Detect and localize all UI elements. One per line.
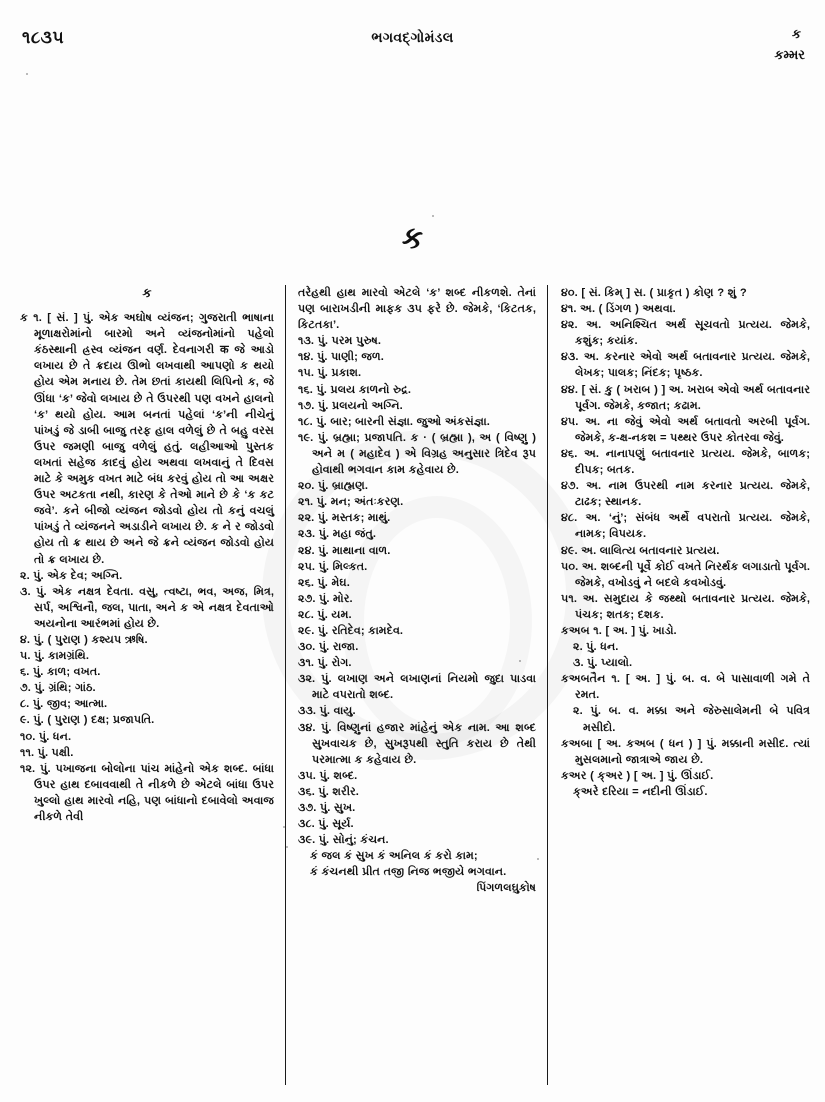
scan-speck: [432, 215, 434, 217]
sense-entry: ૨. પું. એક દેવ; અગ્નિ.: [20, 569, 123, 582]
sense-entry: ૪૩. અ. કરનાર એવો અર્થ બતાવનાર પ્રત્યય. જેમકે, લેખક; પાલક; નિંદક; પૃષ્ઠક.: [561, 351, 810, 380]
sense-entry: ૮. પું. જીવ; આત્મા.: [20, 698, 108, 711]
sense-entry: ૬. પું. કાળ; વખત.: [20, 666, 101, 679]
scan-speck: [519, 660, 521, 662]
column-3-body: [561, 285, 810, 800]
headword-entry: કઅબ ૧. [ અ. ] પું. ખાડો.: [561, 624, 677, 637]
column-1-body: [20, 310, 274, 825]
sense-entry: ૪. પું. ( પુરાણ ) કશ્યપ ઋષિ.: [20, 633, 148, 646]
column-2: [285, 285, 547, 1085]
scan-speck: [286, 846, 288, 848]
sense-entry: ૨. પું. ધન.: [573, 641, 619, 654]
verse-line: કં જલ કં સુખ કં અનિલ કં કરો કામ;: [310, 850, 478, 863]
sense-entry: ૧૭. પું. પ્રલયનો અગ્નિ.: [298, 399, 403, 412]
column-1-heading: ક: [142, 285, 152, 300]
column-1: [20, 285, 285, 1085]
sense-entry: ૧૧. પું. પક્ષી.: [20, 746, 74, 759]
headword-entry: કઅર ( ક્અર ) [ અ. ] પું. ઊંડાઈ.: [561, 769, 714, 782]
verse-line: કં કંચનથી પ્રીત તજી નિજ ભજીયે ભગવાન.: [310, 866, 507, 879]
sense-entry: ૪૭. અ. નામ ઉપરથી નામ કરનાર પ્રત્યય. જેમકે, ટાઢક; સ્થાનક.: [561, 480, 810, 509]
sense-entry: ૪૬. અ. નાનાપણું બતાવનાર પ્રત્યય. જેમકે, બાળક; દીપક; બતક.: [561, 447, 810, 477]
sense-entry: ૪૯. અ. લાલિત્ય બતાવનાર પ્રત્યય.: [561, 544, 720, 557]
headword-entry: કઅબા [ અ. કઅબ ( ધન ) ] પું. મક્કાની મસીદ. ત્યાં મુસલમાનો જાત્રાએ જાય છે.: [561, 737, 810, 766]
sense-entry: ૨૧. પું. મન; અંતઃકરણ.: [298, 496, 404, 509]
sense-entry: ૪૦. [ સં. કિમ્ ] સ. ( પ્રાકૃત ) કોણ ? શું ?: [561, 287, 747, 299]
sense-entry: ૩. પું. એક નક્ષત્ર દેવતા. વસુ, ત્વષ્ટા, ભવ, અજ, મિત્ર, સર્પ, અશ્વિનૌ, જલ, પાતા, અને ક એ નક્ષત્ર દેવતાઓ અયનોના આરંભમાં હોય છે.: [20, 585, 274, 630]
sense-entry: ૧૫. પું. પ્રકાશ.: [298, 367, 362, 380]
sense-entry: ૩૦. પું. રાજા.: [298, 641, 359, 654]
scan-speck: [283, 826, 285, 828]
sense-entry: ૩. પું. પ્યાલો.: [573, 657, 633, 670]
sense-entry: ૩૨. પું. લખાણ અને લખાણનાં નિયમો જુદા પાડવા માટે વપરાતો શબ્દ.: [298, 673, 536, 702]
sense-entry: ૨૫. પું. મિલ્કત.: [298, 560, 368, 573]
sense-entry: ૩૭. પું. સુખ.: [298, 802, 356, 814]
sense-entry: ૧૯. પું. બ્રહ્મા; પ્રજાપતિ. ક · ( બ્રહ્મા ), અ ( વિષ્ણુ ) અને મ ( મહાદેવ ) એ વિગ્રહ અનુસાર ત્રિદેવ રૂપ હોવાથી ભગવાન કામ કહેવાય છે.: [298, 431, 536, 477]
sense-entry: ૨. પું. બ. વ. મક્કા અને જેરુસાલેમની બે પવિત્ર મસીદો.: [573, 705, 810, 734]
sense-entry: ૩૬. પું. શરીર.: [298, 785, 359, 798]
sense-entry: ૪૧. અ. ( ડિંગળ ) અથવા.: [561, 303, 676, 316]
sense-entry: ૯. પું. ( પુરાણ ) દક્ષ; પ્રજાપતિ.: [20, 714, 155, 727]
sense-entry: ૨૬. પું. મેઘ.: [298, 576, 350, 589]
sense-entry: ૫. પું. કામગ્રંથિ.: [20, 650, 89, 663]
sense-entry: ૧૩. પું. પરમ પુરુષ.: [298, 335, 382, 348]
scan-speck: [26, 73, 28, 75]
book-title: ભગવદ્ગોમંડલ: [371, 29, 454, 45]
sense-entry: ૨૭. પું. મોર.: [298, 592, 353, 605]
sense-entry: ૪૪. [ સં. કુ ( ખરાબ ) ] અ. ખરાબ એવો અર્થ બતાવનાર પૂર્વગ. જેમકે, કજાત; કઢામ.: [561, 383, 810, 412]
sense-entry: ૩૩. પું. વાયુ.: [298, 705, 356, 718]
sense-entry: ૧૪. પું. પાણી; જળ.: [298, 351, 384, 364]
running-head: [0, 0, 825, 80]
running-head-letter: ક: [791, 26, 801, 41]
column-3: [547, 285, 810, 1085]
sense-entry: ૪૮. અ. ‘નું’; સંબંધ અર્થે વપરાતો પ્રત્યય. જેમકે, નામક; વિપયક.: [561, 512, 810, 541]
sense-entry: ૧૬. પું. પ્રલય કાળનો રુદ્ર.: [298, 383, 411, 396]
sense-entry: ૫૧. અ. સમુદાય કે જથ્થો બતાવનાર પ્રત્યય. જેમકે, પંચક; શતક; દશક.: [561, 592, 810, 621]
sense-entry: ૫૦. અ. શબ્દની પૂર્વે કોઈ વખતે નિરર્થક લગાડાતો પૂર્વગ. જેમકે, વખોડવું ને બદલે કવખોડવું.: [561, 560, 810, 589]
sense-entry: ૧૮. પું. બાર; બારની સંજ્ઞા. જુઓ અંકસંજ્ઞા.: [298, 415, 490, 428]
sense-entry: ૧૦. પું. ધન.: [20, 730, 72, 743]
sense-entry: ૪૫. અ. ના જેવું એવો અર્થ બતાવતો અરબી પૂર્વગ. જેમકે, ક-ક્ષ-નકશ = પથ્થર ઉપર કોતરવા જેવું.: [561, 415, 810, 444]
sense-entry: ૪૨. અ. અનિશ્ચિત અર્થ સૂચવતો પ્રત્યય. જેમકે, કશુંક; કયાંક.: [561, 319, 810, 348]
sense-entry: ૨૦. પું. બ્રાહ્મણ.: [298, 480, 368, 493]
sense-entry: ૩૧. પું. રોગ.: [298, 657, 352, 670]
sense-entry: ૧૨. પું. પખાજના બોલોના પાંચ માંહેનો એક શબ્દ. બાંધા ઉપર હાથ દબાવવાથી તે નીકળે છે એટલે બાંધા ઉપર ખુલ્લો હાથ મારવો નહિ, પણ બાંધાનો દબાવેલો અવાજ નીકળે તેવી: [20, 762, 274, 823]
sense-entry: ૨૨. પું. મસ્તક; માથું.: [298, 512, 391, 525]
sense-entry: ૩૪. પું. વિષ્ણુનાં હજાર માંહેનું એક નામ. આ શબ્દ સુખવાચક છે, સુખરૂપથી સ્તુતિ કરાય છે તેથી પરમાત્મા ક કહેવાય છે.: [298, 721, 536, 766]
sense-entry: ૨૯. પું. રતિદેવ; કામદેવ.: [298, 624, 404, 637]
sense-entry: ક ૧. [ સં. ] પું. એક અઘોષ વ્યંજન; ગુજરાતી ભાષાના મૂળાક્ષરોમાંનો બારમો અને વ્યંજનોમાંનો પહેલો કંઠસ્થાની હ્રસ્વ વ્યંજન વર્ણ. દેવનાગરી क જે આડો લખાય છે તે ક્રદાય ઊભો લખવાથી આપણો ક થયો હોય એમ મનાય છે. તેમ છતાં કાયથી લિપિનો ક, જે ઊંધા ‘ક’ જેવો લખાય છે તે ઉપરથી પણ વખને હાલનો ‘ક’ થયો હોય. આમ બનતાં પહેલાં ‘ક’ની નીચેનું પાંખડું જે ડાબી બાજુ તરફ હાલ વળેલું છે તે બહુ વરસ ઉપર જમણી બાજુ વળેલું હતું. લહીઆઓ પુસ્તક લખતાં સહેજ કાદવું હોય અથવા લખવાનું તે દિવસ માટે કે અમુક વખત માટે બંધ કરવું હોય તો આ અક્ષર ઉપર અટકતા નથી, કારણ કે તેઓ માને છે કે ‘ક કટ જવે’. કને બીજો વ્યંજન જોડવો હોય તો કનું વચલું પાંખડું તે વ્યંજનને અડાડીને લખાય છે. ક ને ર જોડવો હોય તો ક્ર થાય છે અને જે ક્રને વ્યંજન જોડવો હોય તો ક્ર લખાય છે.: [20, 312, 274, 566]
headword-entry: કઅબતૈન ૧. [ અ. ] પું. બ. વ. બે પાસાવાળી ગમે તે રમત.: [561, 673, 810, 702]
running-head-catchword: કમ્મર: [774, 47, 805, 62]
text-columns: [20, 285, 810, 1085]
sense-entry: ક્અરે દરિયા = નદીની ઊંડાઈ.: [573, 785, 708, 798]
scan-speck: [790, 595, 792, 597]
sense-entry: ૨૪. પું. માથાના વાળ.: [298, 544, 391, 557]
sense-entry: ૩૯. પું. સોનું; કંચન.: [298, 834, 389, 847]
section-letter-heading: ક: [401, 222, 424, 255]
verse-attribution: પિંગળલઘુકોષ: [476, 882, 536, 895]
sense-entry: ૩૫. પું. શબ્દ.: [298, 769, 358, 782]
sense-entry: ૨૮. પું. યમ.: [298, 608, 352, 621]
column-2-body: [298, 285, 536, 897]
folio-number: ૧૮૩૫: [22, 28, 65, 47]
sense-entry: ૩૮. પું. સૂર્ય.: [298, 818, 354, 831]
sense-entry: ૭. પું. ગ્રંથિ; ગાંઠ.: [20, 682, 96, 695]
continuation-paragraph: તરેહથી હાથ મારવો એટલે ‘ક’ શબ્દ નીકળશે. તેનાં પણ બારાખડીની માફક ૩૫ ફરે છે. જેમકે, ‘કિટતક, કિટતકા’.: [298, 287, 536, 332]
sense-entry: ૨૩. પું. મહા જંતુ.: [298, 528, 377, 541]
scan-speck: [537, 858, 539, 860]
